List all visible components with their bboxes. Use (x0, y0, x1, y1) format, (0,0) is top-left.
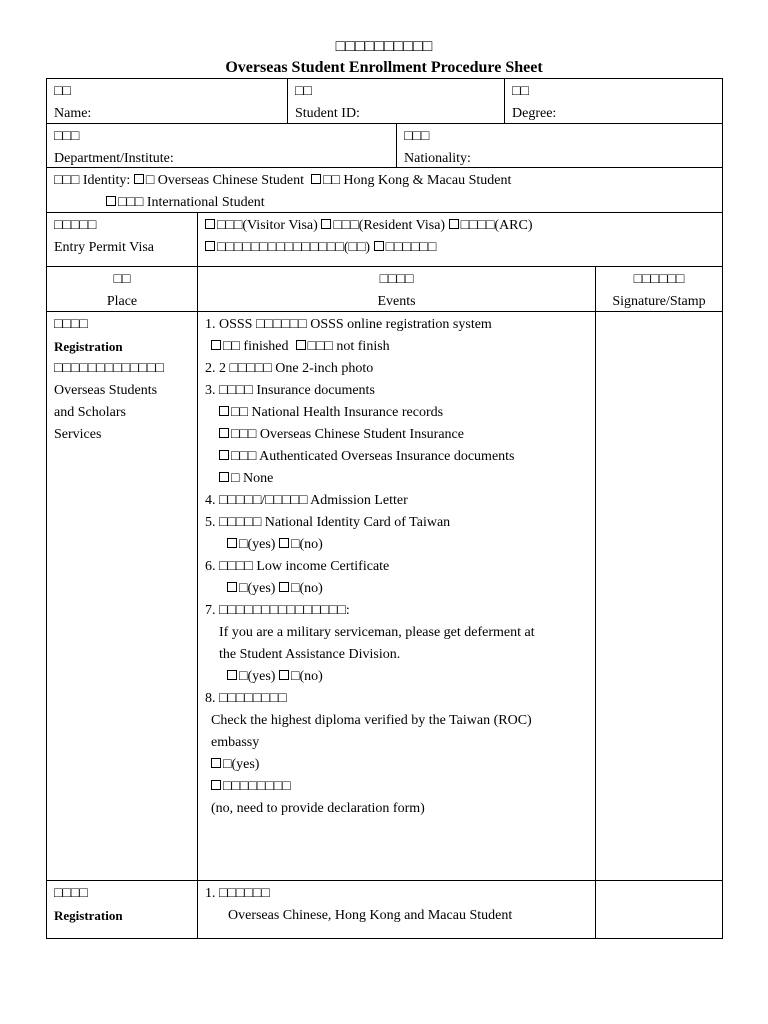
place-header-en: Place (106, 294, 138, 309)
diploma-no-checkbox[interactable] (211, 780, 221, 790)
diploma-yes-checkbox[interactable] (211, 758, 221, 768)
low-income-no-checkbox[interactable] (279, 582, 289, 592)
place-header-zh: □□ (113, 272, 131, 287)
event-2: 2. 2 □□□□□ One 2-inch photo (205, 361, 374, 376)
department-cell[interactable] (47, 124, 396, 167)
identity-row (47, 168, 722, 213)
insurance-overseas-chinese-checkbox[interactable] (219, 428, 229, 438)
place-zh: □□□□ (54, 317, 88, 332)
military-no-label: (no) (299, 669, 323, 684)
visa-resident-checkbox[interactable] (321, 219, 331, 229)
id-card-yes-label: (yes) (247, 537, 276, 552)
low-income-yes-checkbox[interactable] (227, 582, 237, 592)
osss-finished-label: □□ finished (223, 339, 289, 354)
low-income-yes-label: (yes) (247, 581, 276, 596)
place-registration: Registration (54, 339, 123, 354)
visa-options-cell (197, 213, 722, 266)
department-row (47, 124, 722, 168)
nationality-label: Nationality: (404, 151, 471, 166)
military-yes-checkbox[interactable] (227, 670, 237, 680)
name-cell[interactable] (47, 79, 287, 123)
identity-label: Identity: (82, 173, 131, 188)
visa-arc-label: □□□□(ARC) (460, 218, 533, 233)
registration-section-row (47, 312, 722, 881)
enrollment-form-table (46, 78, 723, 939)
events-header-zh: □□□□ (379, 272, 414, 287)
insurance-none-checkbox[interactable] (219, 472, 229, 482)
nationality-cell[interactable] (396, 124, 722, 167)
event-8-text-line1: Check the highest diploma verified by the Taiwan (ROC) (211, 713, 532, 728)
id-card-no-label: (no) (299, 537, 323, 552)
signature-cell-osss[interactable] (595, 312, 722, 880)
insurance-nhi-label: □□ National Health Insurance records (231, 405, 444, 420)
signature-cell-2[interactable] (595, 881, 722, 938)
visa-visitor-checkbox[interactable] (205, 219, 215, 229)
military-no-checkbox[interactable] (279, 670, 289, 680)
visa-visitor-label: □□□(Visitor Visa) (217, 218, 318, 233)
identity-hk-macau-zh: □□ (322, 173, 340, 188)
visa-none-checkbox[interactable] (374, 241, 384, 251)
visa-resident-label: □□□(Resident Visa) (333, 218, 446, 233)
identity-label-zh: □□□ (54, 173, 80, 188)
identity-international-label: International Student (146, 195, 265, 210)
event-8-text-line2: embassy (211, 735, 260, 750)
degree-cell[interactable] (504, 79, 722, 123)
event-6: 6. □□□□ Low income Certificate (205, 559, 390, 574)
event-1: 1. OSSS □□□□□□ OSSS online registration system (205, 317, 492, 332)
insurance-authenticated-checkbox[interactable] (219, 450, 229, 460)
insurance-overseas-chinese-label: □□□ Overseas Chinese Student Insurance (231, 427, 464, 442)
visa-label: Entry Permit Visa (54, 240, 155, 255)
osss-not-finish-checkbox[interactable] (296, 340, 306, 350)
diploma-no-label-zh: □□□□□□□□ (223, 779, 291, 794)
student-info-row (47, 79, 722, 124)
event-7: 7. □□□□□□□□□□□□□□□: (205, 603, 350, 618)
identity-hk-macau-checkbox[interactable] (311, 174, 321, 184)
id-card-no-checkbox[interactable] (279, 538, 289, 548)
military-yes-label: (yes) (247, 669, 276, 684)
visa-label-cell (47, 213, 197, 266)
low-income-no-label: (no) (299, 581, 323, 596)
registration-section-2-row (47, 881, 722, 938)
diploma-yes-label: (yes) (231, 757, 260, 772)
event-5: 5. □□□□□ National Identity Card of Taiwan (205, 515, 451, 530)
signature-header-zh: □□□□□□ (633, 272, 685, 287)
visa-other-label: □□□□□□□□□□□□□□□(□□) (217, 240, 371, 255)
nationality-label-zh: □□□ (404, 129, 430, 144)
events-cell-2 (197, 881, 595, 938)
event-8: 8. □□□□□□□□ (205, 691, 287, 706)
department-label-zh: □□□ (54, 129, 80, 144)
student-id-cell[interactable] (287, 79, 504, 123)
events-header (197, 267, 595, 311)
event-7-text-line1: If you are a military serviceman, please get deferment at (219, 625, 535, 640)
identity-overseas-chinese-zh: □ (145, 173, 155, 188)
identity-overseas-chinese-checkbox[interactable] (134, 174, 144, 184)
visa-other-checkbox[interactable] (205, 241, 215, 251)
place-2-registration: Registration (54, 908, 123, 923)
place-2-zh: □□□□ (54, 886, 88, 901)
identity-international-checkbox[interactable] (106, 196, 116, 206)
signature-header-en: Signature/Stamp (612, 294, 706, 309)
events-header-en: Events (377, 294, 416, 309)
identity-hk-macau-label: Hong Kong & Macau Student (343, 173, 512, 188)
signature-header (595, 267, 722, 311)
place-cell-osss (47, 312, 197, 880)
event-4: 4. □□□□□/□□□□□ Admission Letter (205, 493, 408, 508)
office-name-line1: Overseas Students (54, 383, 158, 398)
department-label: Department/Institute: (54, 151, 174, 166)
insurance-none-label: None (239, 471, 274, 486)
degree-label-zh: □□ (512, 84, 529, 99)
visa-none-label: □□□□□□ (385, 240, 437, 255)
osss-not-finish-label: □□□ not finish (307, 339, 390, 354)
form-title-chinese: □□□□□□□□□□ (335, 38, 433, 55)
office-name-line3: Services (54, 427, 102, 442)
visa-row (47, 213, 722, 267)
visa-label-zh: □□□□□ (54, 218, 97, 233)
identity-overseas-chinese-label: Overseas Chinese Student (157, 173, 304, 188)
identity-international-zh: □□□ (118, 195, 144, 210)
table-header-row (47, 267, 722, 312)
office-zh: □□□□□□□□□□□□□ (54, 361, 164, 376)
event-7-text-line2: the Student Assistance Division. (219, 647, 401, 662)
place-header (47, 267, 197, 311)
osss-finished-checkbox[interactable] (211, 340, 221, 350)
id-card-yes-checkbox[interactable] (227, 538, 237, 548)
event-3: 3. □□□□ Insurance documents (205, 383, 375, 398)
degree-label: Degree: (512, 106, 557, 121)
insurance-authenticated-label: □□□ Authenticated Overseas Insurance documents (231, 449, 515, 464)
place-cell-2 (47, 881, 197, 938)
events-cell-osss: 1. OSSS □□□□□□ OSSS online registration system □□ finished □□□ not finish 2. 2 □□□□□ One 2-inch photo 3. □□□□ Insurance documents □□ National Health Insurance records □□□ Overseas Chinese Student Insurance □□□ Authenticated Overseas Insurance documents □ None 4. □□□□□/□□□□□ Admission Letter 5. □□□□□ National Identity Card of Taiwan □(yes) □(no) 6. □□□□ Low income Certificate □(yes) □(no) 7. □□□□□□□□□□□□□□□: If you are a military serviceman, please get deferment at the Student Assistance Division. □(yes) □(no) 8. □□□□□□□□ Check the highest diploma verified by the Taiwan (ROC) embassy □(yes) □□□□□□□□ (no, need to provide declaration form) (197, 312, 595, 880)
section-2-event-1: 1. □□□□□□ (205, 886, 270, 901)
identity-cell (47, 168, 722, 212)
student-id-label-zh: □□ (295, 84, 312, 99)
student-id-label: Student ID: (295, 106, 360, 121)
section-2-event-1-text: Overseas Chinese, Hong Kong and Macau Student (228, 908, 513, 923)
diploma-no-label: (no, need to provide declaration form) (211, 801, 425, 816)
name-label: Name: (54, 106, 92, 121)
visa-arc-checkbox[interactable] (449, 219, 459, 229)
form-title: Overseas Student Enrollment Procedure Sheet (225, 59, 543, 76)
office-name-line2: and Scholars (54, 405, 126, 420)
name-label-zh: □□ (54, 84, 71, 99)
insurance-nhi-checkbox[interactable] (219, 406, 229, 416)
